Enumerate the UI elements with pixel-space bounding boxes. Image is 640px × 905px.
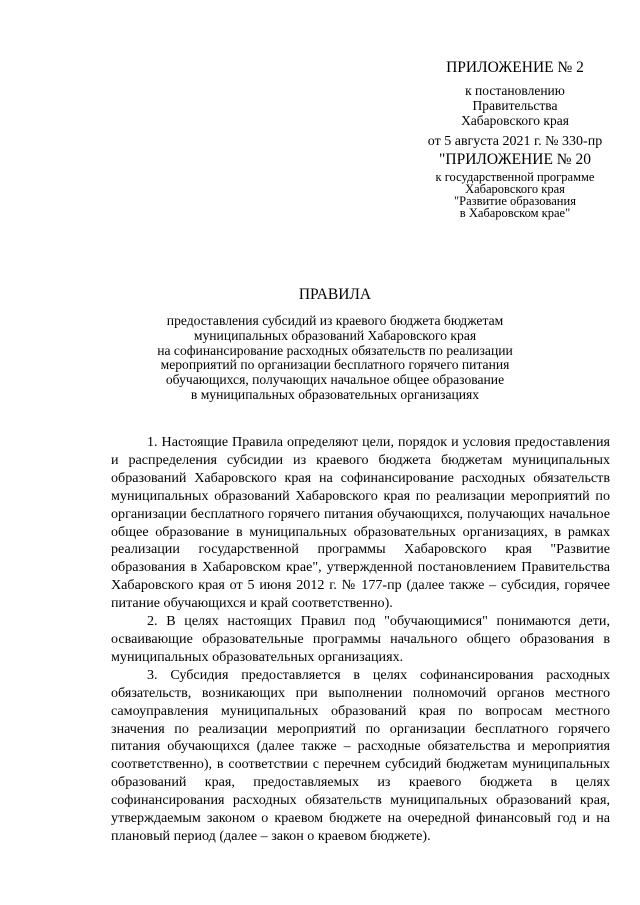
inner-appendix-line: Хабаровского края xyxy=(465,182,565,196)
inner-appendix-line: к государственной программе xyxy=(435,170,595,184)
rules-subtitle-line: обучающихся, получающих начальное общее образование xyxy=(165,372,505,388)
rules-title: ПРАВИЛА xyxy=(298,286,372,303)
rules-heading xyxy=(150,286,520,403)
rules-subtitle-line: предоставления субсидий из краевого бюджета бюджетам xyxy=(166,313,504,328)
rules-subtitle-line: на софинансирование расходных обязательств по реализации xyxy=(157,342,513,358)
appendix-header xyxy=(395,59,635,150)
document-body xyxy=(111,434,610,846)
paragraph-3: 3. Субсидия предоставляется в целях софинансирования расходных обязательств, возникающих при выполнении полномочий органов местного самоуправления муниципальных образований края по вопросам местного значения по реализации мероприятий по организации бесплатного горячего питания обучающихся (далее также – расходные обязательства и мероприятия соответственно), в соответствии с перечнем субсидий бюджетам муниципальных образований края, предоставляемых из краевого бюджета в целях софинансирования расходных обязательств муниципальных образований края, утверждаемым законом о краевом бюджете на очередной финансовый год и на плановый период (далее – закон о краевом бюджете). xyxy=(111,666,610,844)
rules-subtitle-line: муниципальных образований Хабаровского края xyxy=(193,327,477,343)
appendix-line: Правительства xyxy=(472,98,558,113)
appendix-line: Хабаровского края xyxy=(461,113,569,128)
inner-appendix-line: "Развитие образования xyxy=(454,194,576,208)
rules-subtitle-line: в муниципальных образовательных организациях xyxy=(190,386,480,402)
appendix-line: к постановлению xyxy=(465,83,565,98)
paragraph-1: 1. Настоящие Правила определяют цели, порядок и условия предоставления и распределения субсидии из краевого бюджета бюджетам муниципальных образований Хабаровского края на софинансирование расходных обязательств муниципальных образований Хабаровского края по реализации мероприятий по организации бесплатного горячего питания обучающихся, получающих начальное общее образование в муниципальных образовательных организациях, в рамках реализации государственной программы Хабаровского края "Развитие образования в Хабаровском крае", утвержденной постановлением Правительства Хабаровского края от 5 июня 2012 г. № 177-пр (далее также – субсидия, горячее питание обучающихся и край соответственно). xyxy=(111,434,610,612)
appendix-date: от 5 августа 2021 г. № 330-пр xyxy=(427,134,603,149)
appendix-title: ПРИЛОЖЕНИЕ № 2 xyxy=(446,59,584,76)
inner-appendix-line: в Хабаровском крае" xyxy=(459,206,571,220)
paragraph-2: 2. В целях настоящих Правил под "обучающимися" понимаются дети, осваивающие образовательные программы начального общего образования в муниципальных образовательных организациях. xyxy=(111,613,610,665)
inner-appendix-header xyxy=(395,151,635,219)
inner-appendix-title: "ПРИЛОЖЕНИЕ № 20 xyxy=(439,151,591,168)
rules-subtitle-line: мероприятий по организации бесплатного горячего питания xyxy=(160,357,510,373)
